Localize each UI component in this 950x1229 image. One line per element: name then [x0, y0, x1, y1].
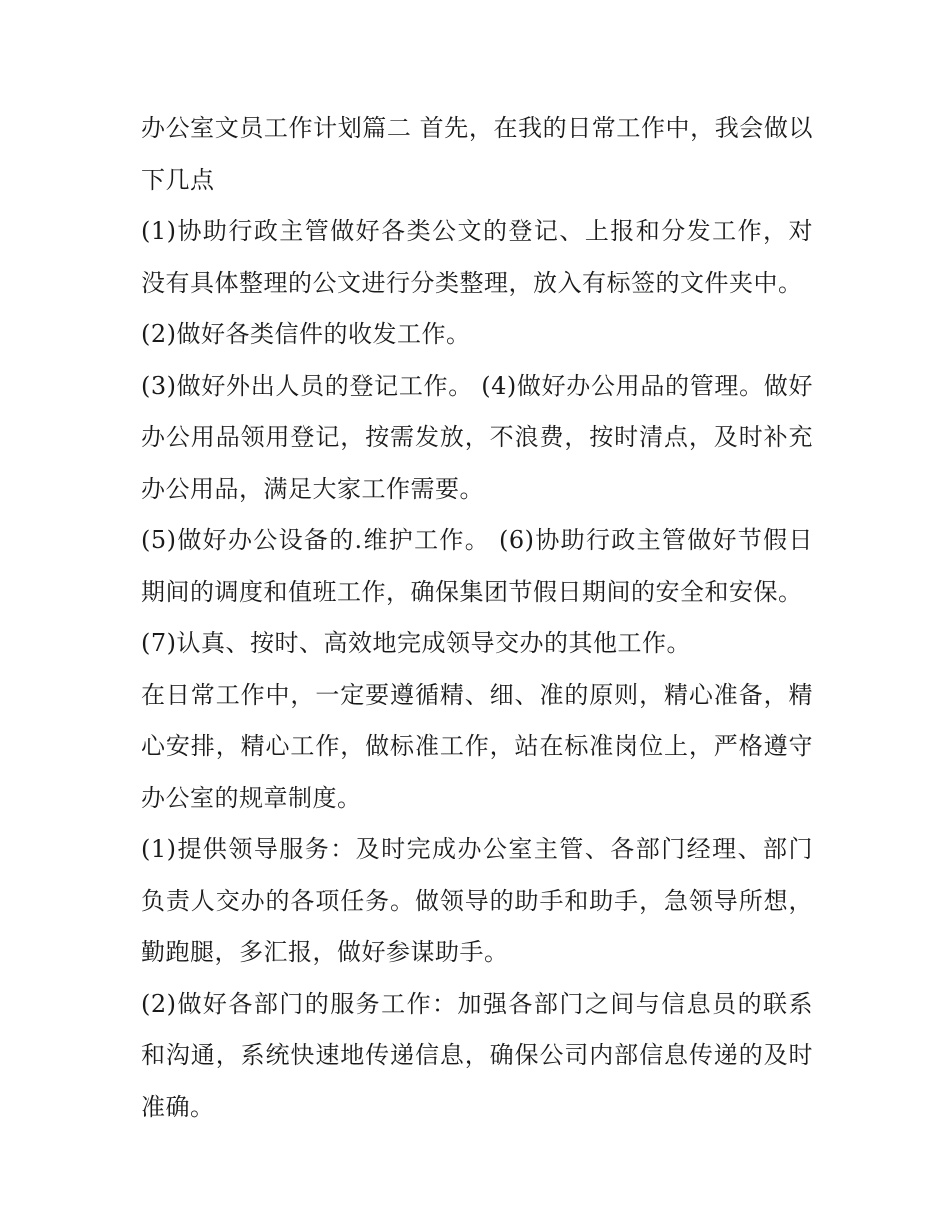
paragraph-item-1: (1)协助行政主管做好各类公文的登记、上报和分发工作，对没有具体整理的公文进行分类整理，放入有标签的文件夹中。: [141, 217, 813, 297]
paragraph-intro: 办公室文员工作计划篇二 首先，在我的日常工作中，我会做以下几点: [141, 114, 813, 194]
paragraph-item-7: (7)认真、按时、高效地完成领导交办的其他工作。: [141, 629, 691, 657]
document-body: [141, 103, 813, 1133]
paragraph-item-3-4: (3)做好外出人员的登记工作。 (4)做好办公用品的管理。做好办公用品领用登记，按需发放，不浪费，按时清点，及时补充办公用品，满足大家工作需要。: [141, 371, 813, 503]
paragraph-service-2: (2)做好各部门的服务工作：加强各部门之间与信息员的联系和沟通，系统快速地传递信息，确保公司内部信息传递的及时准确。: [141, 989, 813, 1121]
paragraph-service-1: (1)提供领导服务：及时完成办公室主管、各部门经理、部门负责人交办的各项任务。做领导的助手和助手，急领导所想，勤跑腿，多汇报，做好参谋助手。: [141, 835, 813, 966]
paragraph-item-2: (2)做好各类信件的收发工作。: [141, 320, 471, 348]
paragraph-principles: 在日常工作中，一定要遵循精、细、准的原则，精心准备，精心安排，精心工作，做标准工作，站在标准岗位上，严格遵守办公室的规章制度。: [141, 680, 813, 812]
paragraph-item-5-6: (5)做好办公设备的.维护工作。 (6)协助行政主管做好节假日期间的调度和值班工作，确保集团节假日期间的安全和安保。: [141, 526, 813, 606]
